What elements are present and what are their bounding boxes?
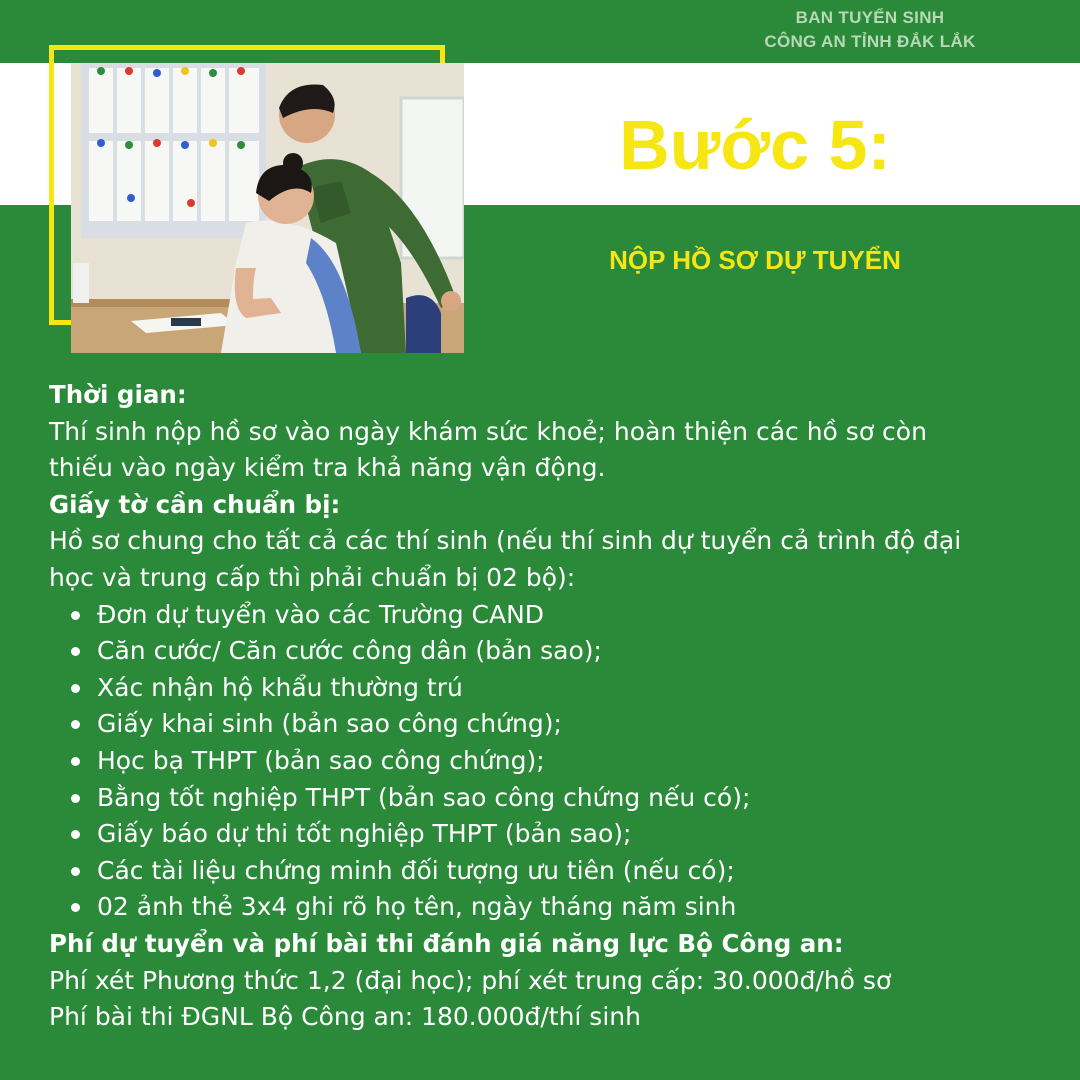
documents-text-line-2: học và trung cấp thì phải chuẩn bị 02 bộ): xyxy=(49,562,576,592)
list-item: Các tài liệu chứng minh đối tượng ưu tiên (nếu có); xyxy=(71,853,1049,890)
list-item: Giấy khai sinh (bản sao công chứng); xyxy=(71,706,1049,743)
registration-photo xyxy=(71,63,464,353)
documents-heading: Giấy tờ cần chuẩn bị: xyxy=(49,489,341,519)
fee-text-line-2: Phí bài thi ĐGNL Bộ Công an: 180.000đ/thí sinh xyxy=(49,1002,641,1032)
list-item: Bằng tốt nghiệp THPT (bản sao công chứng nếu có); xyxy=(71,780,1049,817)
photo-illustration xyxy=(71,63,464,353)
organization-name xyxy=(720,6,1020,54)
content-body xyxy=(49,377,1049,1036)
fee-text-line-1: Phí xét Phương thức 1,2 (đại học); phí xét trung cấp: 30.000đ/hồ sơ xyxy=(49,965,892,995)
step-subtitle: NỘP HỒ SƠ DỰ TUYỂN xyxy=(609,245,901,275)
list-item: 02 ảnh thẻ 3x4 ghi rõ họ tên, ngày tháng năm sinh xyxy=(71,889,1049,926)
list-item: Căn cước/ Căn cước công dân (bản sao); xyxy=(71,633,1049,670)
time-text-line-1: Thí sinh nộp hồ sơ vào ngày khám sức khoẻ; hoàn thiện các hồ sơ còn xyxy=(49,416,927,446)
list-item: Giấy báo dự thi tốt nghiệp THPT (bản sao); xyxy=(71,816,1049,853)
time-text-line-2: thiếu vào ngày kiểm tra khả năng vận động. xyxy=(49,453,606,483)
documents-list xyxy=(49,597,1049,926)
fee-heading: Phí dự tuyển và phí bài thi đánh giá năng lực Bộ Công an: xyxy=(49,928,844,958)
list-item: Đơn dự tuyển vào các Trường CAND xyxy=(71,597,1049,634)
documents-text-line-1: Hồ sơ chung cho tất cả các thí sinh (nếu thí sinh dự tuyển cả trình độ đại xyxy=(49,526,962,556)
org-line-2: CÔNG AN TỈNH ĐẮK LẮK xyxy=(764,32,976,51)
list-item: Học bạ THPT (bản sao công chứng); xyxy=(71,743,1049,780)
step-title: Bước 5: xyxy=(619,106,891,184)
org-line-1: BAN TUYỂN SINH xyxy=(795,8,945,27)
time-heading: Thời gian: xyxy=(49,380,187,409)
list-item: Xác nhận hộ khẩu thường trú xyxy=(71,670,1049,707)
